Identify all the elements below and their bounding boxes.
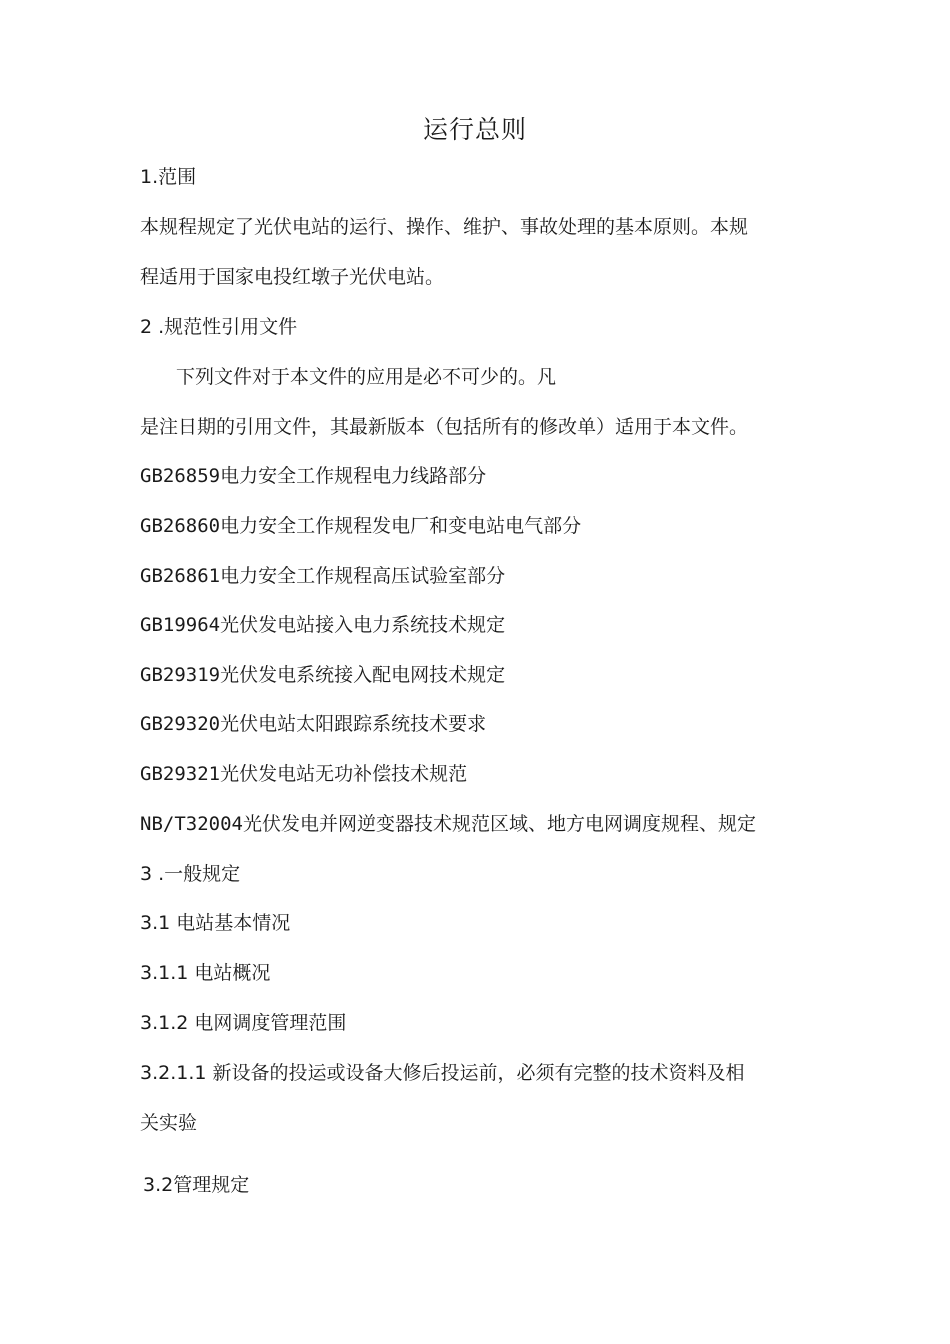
reference-code: GB29319 [140,664,221,686]
reference-code: GB29321 [140,763,221,785]
reference-item [140,463,486,489]
reference-title: 光伏发电系统接入配电网技术规定 [220,664,506,686]
reference-item [140,711,486,737]
reference-code: GB26859 [140,465,221,487]
reference-title: 光伏发电站接入电力系统技术规定 [220,614,506,636]
subsection-3-1: 3.1 电站基本情况 [140,912,291,934]
section-1-heading: 1.范围 [140,166,197,188]
reference-title: 电力安全工作规程发电厂和变电站电气部分 [220,515,582,537]
reference-code: GB26861 [140,565,221,587]
section-2-paragraph-line-2: 是注日期的引用文件，其最新版本（包括所有的修改单）适用于本文件。 [140,416,749,438]
section-3-heading: 3 .一般规定 [140,863,241,885]
document-title: 运行总则 [422,115,527,144]
reference-code: GB26860 [140,515,221,537]
reference-code: GB29320 [140,713,221,735]
reference-title: 光伏电站太阳跟踪系统技术要求 [220,713,487,735]
section-2-heading: 2 .规范性引用文件 [140,316,298,338]
subsection-3-2-1-1-line-2: 关实验 [140,1112,198,1134]
section-2-paragraph-line-1: 下列文件对于本文件的应用是必不可少的。凡 [176,366,557,388]
section-1-paragraph-line-2: 程适用于国家电投红墩子光伏电站。 [140,266,445,288]
reference-title: 光伏发电站无功补偿技术规范 [220,763,468,785]
reference-item [140,662,505,688]
reference-item [140,513,581,539]
reference-code: NB/T32004 [140,813,243,835]
subsection-3-1-2: 3.1.2 电网调度管理范围 [140,1012,347,1034]
subsection-3-2: 3.2管理规定 [143,1174,250,1196]
subsection-3-1-1: 3.1.1 电站概况 [140,962,271,984]
reference-item [140,563,505,589]
section-1-paragraph-line-1: 本规程规定了光伏电站的运行、操作、维护、事故处理的基本原则。本规 [140,216,749,238]
subsection-3-2-1-1-line-1: 3.2.1.1 新设备的投运或设备大修后投运前，必须有完整的技术资料及相 [140,1062,745,1084]
reference-title: 电力安全工作规程电力线路部分 [220,465,487,487]
reference-item [140,612,505,638]
reference-item [140,811,756,837]
reference-code: GB19964 [140,614,221,636]
reference-title: 电力安全工作规程高压试验室部分 [220,565,506,587]
reference-title: 光伏发电并网逆变器技术规范区域、地方电网调度规程、规定 [242,813,756,835]
reference-item [140,761,467,787]
